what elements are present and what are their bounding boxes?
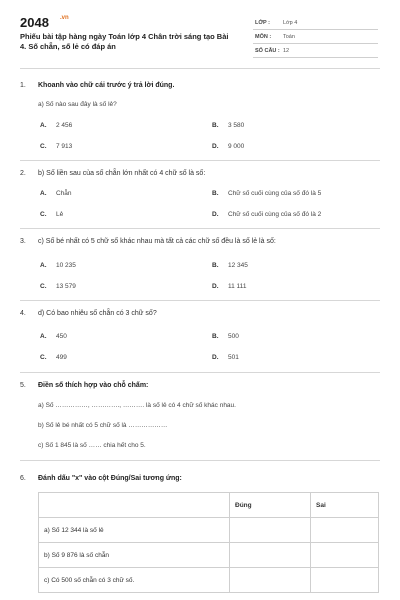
option-b[interactable]	[212, 262, 248, 269]
fill-line: c) Số 1 845 là số …… chia hết cho 5.	[38, 442, 146, 449]
question-text: b) Số liền sau của số chẵn lớn nhất có 4 chữ số là số:	[38, 170, 206, 177]
option-c[interactable]	[40, 354, 67, 361]
divider	[20, 228, 380, 229]
fill-line: b) Số lẻ bé nhất có 5 chữ số là ………………	[38, 422, 168, 429]
meta-key: LỚP :	[255, 20, 270, 26]
statement-cell: a) Số 12 344 là số lẻ	[39, 518, 230, 543]
option-text: Lẻ	[56, 211, 64, 218]
question-number: 2.	[20, 170, 26, 177]
question-number: 1.	[20, 82, 26, 89]
meta-value: 12	[283, 48, 290, 54]
question-text: Khoanh vào chữ cái trước ý trả lời đúng.	[38, 82, 175, 89]
false-cell[interactable]	[311, 518, 379, 543]
option-text: 2 456	[56, 122, 73, 129]
meta-value: Lớp 4	[283, 20, 298, 26]
option-letter: C.	[40, 354, 47, 361]
true-cell[interactable]	[230, 568, 311, 593]
option-c[interactable]	[40, 283, 76, 290]
option-d[interactable]	[212, 211, 321, 218]
option-b[interactable]	[212, 122, 244, 129]
option-b[interactable]	[212, 333, 239, 340]
option-text: 499	[56, 354, 67, 361]
statement-cell: b) Số 9 876 là số chẵn	[39, 543, 230, 568]
option-letter: D.	[212, 354, 219, 361]
true-cell[interactable]	[230, 518, 311, 543]
table-row	[39, 543, 379, 568]
option-letter: C.	[40, 211, 47, 218]
table-row	[39, 518, 379, 543]
option-text: 7 913	[56, 143, 73, 150]
option-letter: A.	[40, 262, 47, 269]
true-false-table	[38, 492, 379, 593]
question-text: d) Có bao nhiêu số chẵn có 3 chữ số?	[38, 310, 157, 317]
option-a[interactable]	[40, 190, 72, 197]
divider	[20, 372, 380, 373]
option-text: Chẵn	[56, 190, 72, 197]
option-text: 9 000	[228, 143, 245, 150]
question-number: 3.	[20, 238, 26, 245]
option-letter: A.	[40, 333, 47, 340]
option-letter: A.	[40, 122, 47, 129]
true-cell[interactable]	[230, 543, 311, 568]
option-letter: D.	[212, 211, 219, 218]
question-number: 6.	[20, 475, 26, 482]
option-text: 13 579	[56, 283, 76, 290]
option-letter: C.	[40, 283, 47, 290]
option-text: 500	[228, 333, 239, 340]
meta-key: MÔN :	[255, 34, 272, 40]
option-c[interactable]	[40, 211, 63, 218]
option-text: 10 235	[56, 262, 76, 269]
question-number: 5.	[20, 382, 26, 389]
option-letter: C.	[40, 143, 47, 150]
column-header-statement	[39, 493, 230, 518]
option-text: 450	[56, 333, 67, 340]
sub-question-text: a) Số nào sau đây là số lẻ?	[38, 101, 117, 108]
meta-row-count	[253, 44, 378, 58]
question-text: Điền số thích hợp vào chỗ chấm:	[38, 382, 149, 389]
option-letter: D.	[212, 283, 219, 290]
question-text: c) Số bé nhất có 5 chữ số khác nhau mà tất cả các chữ số đều là số lẻ là số:	[38, 238, 276, 245]
meta-row-subject	[253, 30, 378, 44]
option-d[interactable]	[212, 283, 246, 290]
table-header-row	[39, 493, 379, 518]
option-d[interactable]	[212, 143, 244, 150]
option-text: 501	[228, 354, 239, 361]
fill-line: a) Số ……………, …………., ………. là số lẻ có 4 chữ số khác nhau.	[38, 402, 236, 409]
option-c[interactable]	[40, 143, 72, 150]
option-text: 12 345	[228, 262, 248, 269]
option-letter: D.	[212, 143, 219, 150]
question-text: Đánh dấu "x" vào cột Đúng/Sai tương ứng:	[38, 475, 182, 482]
column-header-true: Đúng	[230, 493, 311, 518]
option-b[interactable]	[212, 190, 321, 197]
option-letter: B.	[212, 262, 219, 269]
option-d[interactable]	[212, 354, 239, 361]
divider	[20, 300, 380, 301]
option-text: 3 580	[228, 122, 245, 129]
option-text: 11 111	[228, 283, 247, 290]
option-letter: B.	[212, 122, 219, 129]
question-number: 4.	[20, 310, 26, 317]
meta-value: Toán	[283, 34, 295, 40]
divider	[20, 460, 380, 461]
option-text: Chữ số cuối cùng của số đó là 5	[228, 190, 322, 197]
option-letter: A.	[40, 190, 47, 197]
divider	[20, 68, 380, 69]
site-logo[interactable]	[20, 15, 69, 30]
option-text: Chữ số cuối cùng của số đó là 2	[228, 211, 322, 218]
divider	[20, 160, 380, 161]
table-row	[39, 568, 379, 593]
false-cell[interactable]	[311, 543, 379, 568]
page-title: Phiếu bài tập hàng ngày Toán lớp 4 Chân trời sáng tạo Bài 4. Số chẵn, số lẻ có đáp án	[20, 32, 229, 51]
logo-text: 2048	[20, 15, 49, 30]
meta-row-class	[253, 16, 378, 30]
option-a[interactable]	[40, 262, 76, 269]
option-letter: B.	[212, 190, 219, 197]
statement-cell: c) Có 500 số chẵn có 3 chữ số.	[39, 568, 230, 593]
meta-key: SỐ CÂU :	[255, 48, 280, 54]
option-a[interactable]	[40, 122, 72, 129]
column-header-false: Sai	[311, 493, 379, 518]
logo-suffix: .vn	[60, 15, 69, 21]
false-cell[interactable]	[311, 568, 379, 593]
option-letter: B.	[212, 333, 219, 340]
option-a[interactable]	[40, 333, 67, 340]
